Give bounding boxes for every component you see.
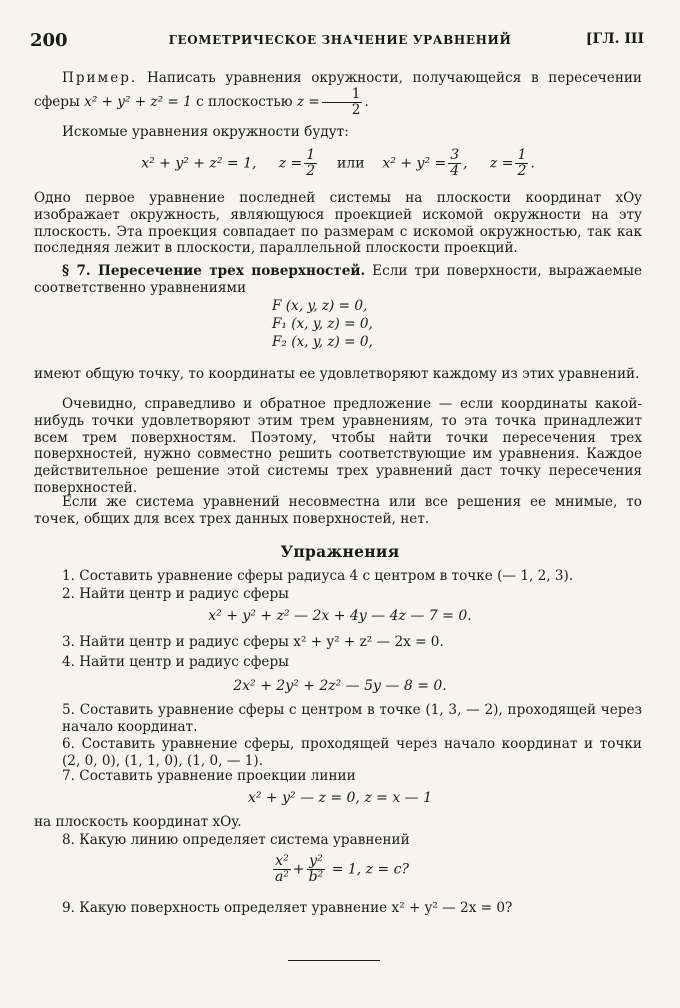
exercise-4: 4. Найти центр и радиус сферы bbox=[62, 654, 289, 670]
result-fraction-half: $\frac{1}{2}$ bbox=[306, 147, 316, 179]
example-statement: Пример. Написать уравнения окружности, получающейся в пересечении сферы x² + y² + z² = 1 с плоскостью z = $\frac{1}{2}$ . bbox=[34, 70, 642, 118]
section-7-text: Если три поверхности, выражаемые соответственно уравнениями bbox=[34, 263, 642, 296]
fraction-x-over-a: $\frac{\text{x²}}{\text{a²}}$ bbox=[274, 853, 289, 885]
result-fraction-half-2: $\frac{1}{2}$ bbox=[517, 147, 527, 179]
exercise-2-equation: x² + y² + z² — 2x + 4y — 4z — 7 = 0. bbox=[208, 608, 472, 624]
exercise-1: 1. Составить уравнение сферы радиуса 4 с центром в точке (— 1, 2, 3). bbox=[62, 568, 574, 584]
exercise-7-equation: x² + y² — z = 0, z = x — 1 bbox=[247, 790, 433, 806]
result-plane: z = bbox=[278, 155, 303, 172]
projection-paragraph: Одно первое уравнение последней системы на плоскости координат xOy изображает окружность, являющуюся проекцией искомой окружности на эту плоскость. Эта проекция совпадает по размерам с искомой окружностью, так как последняя лежит в плоскости, параллельной плоскости проекций. bbox=[34, 190, 642, 257]
running-header bbox=[30, 30, 650, 50]
exercise-7: 7. Составить уравнение проекции линии bbox=[62, 768, 356, 784]
exercise-8-rest: = 1, z = c? bbox=[331, 861, 410, 878]
page-number: 200 bbox=[30, 30, 68, 51]
exercise-2: 2. Найти центр и радиус сферы bbox=[62, 586, 289, 602]
example-label: Пример. bbox=[62, 70, 138, 86]
example-text-2: с плоскостью bbox=[196, 93, 293, 110]
result-equations: x² + y² + z² = 1, z = $\frac{1}{2}$ или x² + y² = $\frac{3}{4}$ , z = $\frac{1}{2}$ . bbox=[141, 147, 535, 179]
no-solution-paragraph: Если же система уравнений несовместна или все решения ее мнимые, то точек, общих для всех трех данных поверхностей, нет. bbox=[34, 494, 642, 527]
exercise-7-tail: на плоскость координат xOy. bbox=[34, 814, 242, 830]
result-fraction-three-quarters: $\frac{3}{4}$ bbox=[450, 147, 460, 179]
result-sphere: x² + y² + z² = 1, bbox=[141, 155, 257, 172]
exercise-5: 5. Составить уравнение сферы с центром в точке (1, 3, — 2), проходящей через начало координат. bbox=[62, 702, 642, 735]
exercise-8: 8. Какую линию определяет система уравнений bbox=[62, 832, 410, 848]
exercise-8-equation: $\frac{\text{x²}}{\text{a²}}$ + $\frac{\text{y²}}{\text{b²}}$ = 1, z = c? bbox=[274, 853, 410, 885]
result-plane-2: z = bbox=[489, 155, 514, 172]
system-equations bbox=[34, 298, 642, 352]
equation-f2: F₂ (x, y, z) = 0, bbox=[272, 334, 373, 350]
fraction-one-half: $\frac{1}{2}$ bbox=[322, 87, 363, 118]
chapter-label: [ГЛ. III bbox=[585, 31, 644, 47]
equation-f: F (x, y, z) = 0, bbox=[272, 298, 368, 314]
result-or: или bbox=[337, 155, 365, 172]
common-point-paragraph: имеют общую точку, то координаты ее удовлетворяют каждому из этих уравнений. bbox=[34, 366, 640, 382]
sphere-equation: x² + y² + z² = 1 bbox=[84, 93, 192, 110]
exercise-3: 3. Найти центр и радиус сферы x² + y² + z² — 2x = 0. bbox=[62, 634, 444, 650]
result-circle: x² + y² = bbox=[382, 155, 447, 172]
example-text-1: Написать уравнения окружности, получающейся в пересечении сферы bbox=[34, 70, 642, 110]
exercise-4-equation: 2x² + 2y² + 2z² — 5y — 8 = 0. bbox=[233, 678, 447, 694]
equation-f1: F₁ (x, y, z) = 0, bbox=[272, 316, 373, 332]
exercises-heading: Упражнения bbox=[280, 542, 400, 561]
exercise-6: 6. Составить уравнение сферы, проходящей через начало координат и точки (2, 0, 0), (1, 1, 0), (1, 0, — 1). bbox=[62, 736, 642, 769]
exercise-9: 9. Какую поверхность определяет уравнение x² + y² — 2x = 0? bbox=[62, 900, 513, 916]
fraction-y-over-b: $\frac{\text{y²}}{\text{b²}}$ bbox=[308, 853, 324, 885]
running-title: ГЕОМЕТРИЧЕСКОЕ ЗНАЧЕНИЕ УРАВНЕНИЙ bbox=[168, 33, 512, 47]
closing-rule bbox=[288, 960, 380, 961]
converse-paragraph: Очевидно, справедливо и обратное предложение — если координаты какой-нибудь точки удовлетворяют этим трем уравнениям, то эта точка принадлежит всем трем поверхностям. Поэтому, чтобы найти точки пересечения трех поверхностей, нужно совместно решить соответствующие им уравнения. Каждое действительное решение этой системы трех уравнений даст точку пересечения поверхностей. bbox=[34, 396, 642, 496]
result-intro: Искомые уравнения окружности будут: bbox=[62, 124, 349, 140]
plane-lhs: z = bbox=[296, 93, 320, 110]
section-7-intro bbox=[34, 263, 642, 297]
section-7-title: § 7. Пересечение трех поверхностей. bbox=[62, 263, 366, 279]
